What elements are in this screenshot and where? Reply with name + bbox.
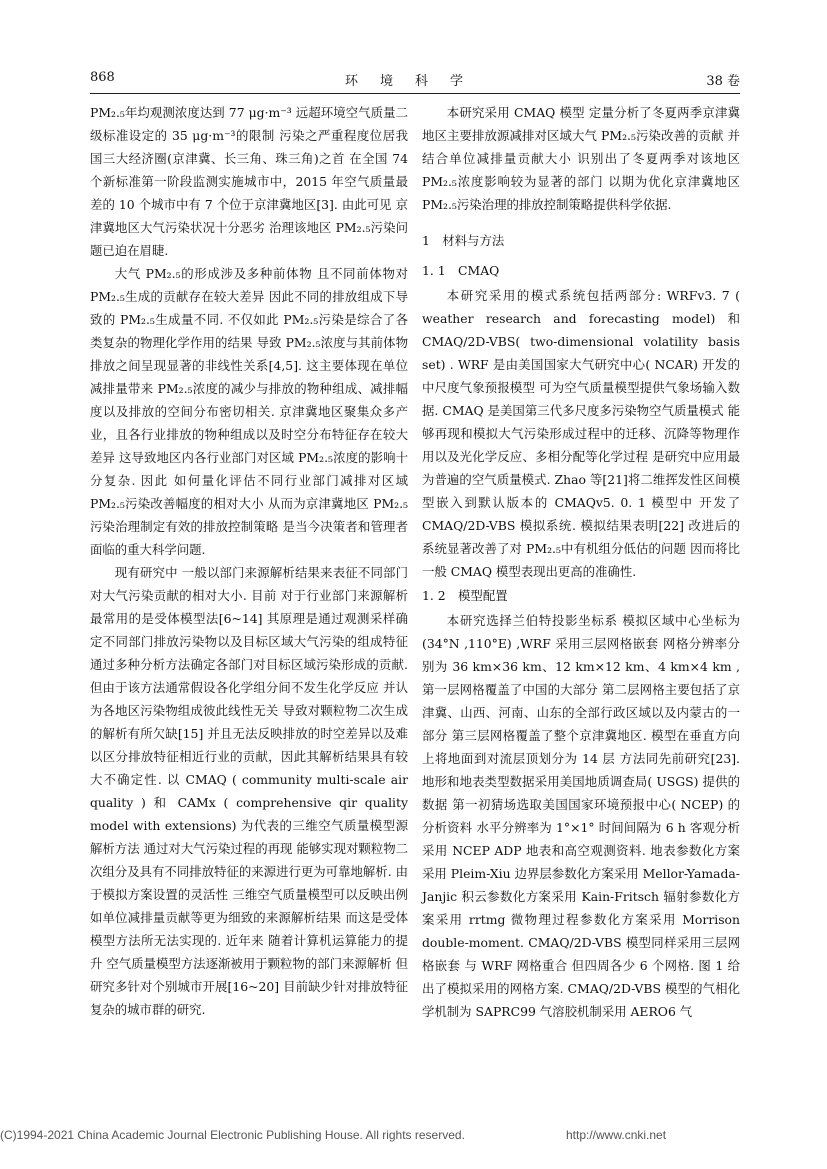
page-number: 868 [90,70,115,85]
section-heading: 1 材料与方法 [422,233,505,248]
footer-link[interactable]: http://www.cnki.net [566,1128,667,1142]
paragraph: 现有研究中 一般以部门来源解析结果来表征不同部门对大气污染贡献的相对大小. 目前 对于行业部门来源解析最常用的是受体模型法[6~14] 其原理是通过观测采样确定不同部门排放污染物以及目标区域大气污染的组成特征 通过多种分析方法确定各部门对目标区域污染形成的贡献. 但由于该方法通常假设各化学组分间不发生化学反应 并认为各地区污染物组成彼此线性无关 导致对颗粒物二次生成的解析有所欠缺[15] 并且无法反映排放的时空差异以及难以区分排放特征相近行业的贡献，因此其解析结果具有较大不确定性. 以 CMAQ ( community multi-scale air quality ) 和 CAMx ( comprehensive qir quality model with extensions) 为代表的三维空气质量模型源解析方法 通过对大气污染过程的再现 能够实现对颗粒物二次组分及具有不同排放特征的来源进行更为可靠地解析. 由于模拟方案设置的灵活性 三维空气质量模型可以反映出例如单位减排量贡献等更为细致的来源解析结果 而这是受体模型方法所无法实现的. 近年来 随着计算机运算能力的提升 空气质量模型方法逐渐被用于颗粒物的部门来源解析 但研究多针对个别城市开展[16~20] 目前缺少针对排放特征复杂的城市群的研究. [90,565,408,1017]
paragraph: PM₂.₅年均观测浓度达到 77 μg·m⁻³ 远超环境空气质量二级标准设定的 35 μg·m⁻³的限制 污染之严重程度位居我国三大经济圈(京津冀、长三角、珠三角)之首 在全国 74 个新标准第一阶段监测实施城市中，2015 年空气质量最差的 10 个城市中有 7 个位于京津冀地区[3]. 由此可见 京津冀地区大气污染状况十分恶劣 治理该地区 PM₂.₅污染问题已迫在眉睫. [90,105,408,258]
copyright-notice: (C)1994-2021 China Academic Journal Electronic Publishing House. All rights reserved. [0,1128,465,1142]
paragraph: 本研究选择兰伯特投影坐标系 模拟区域中心坐标为(34°N ,110°E) ,WRF 采用三层网格嵌套 网格分辨率分别为 36 km×36 km、12 km×12 km、4 km×4 km ,第一层网格覆盖了中国的大部分 第二层网格主要包括了京津冀、山西、河南、山东的全部行政区域以及内蒙古的一部分 第三层网格覆盖了整个京津冀地区. 模型在垂直方向上将地面到对流层顶划分为 14 层 方法同先前研究[23]. 地形和地表类型数据采用美国地质调查局( USGS) 提供的数据 第一初猜场选取美国国家环境预报中心( NCEP) 的分析资料 水平分辨率为 1°×1° 时间间隔为 6 h 客观分析采用 NCEP ADP 地表和高空观测资料. 地表参数化方案采用 Pleim-Xiu 边界层参数化方案采用 Mellor-Yamada-Janjic 积云参数化方案采用 Kain-Fritsch 辐射参数化方案采用 rrtmg 微物理过程参数化方案采用 Morrison double-moment. CMAQ/2D-VBS 模型同样采用三层网格嵌套 与 WRF 网格重合 但四周各少 6 个网格. 图 1 给出了模拟采用的网格方案. CMAQ/2D-VBS 模型的气相化学机制为 SAPRC99 气溶胶机制采用 AERO6 气 [422,613,740,1019]
paragraph: 本研究采用 CMAQ 模型 定量分析了冬夏两季京津冀地区主要排放源减排对区域大气 PM₂.₅污染改善的贡献 并结合单位减排量贡献大小 识别出了冬夏两季对该地区 PM₂.₅浓度影响较为显著的部门 以期为优化京津冀地区 PM₂.₅污染治理的排放控制策略提供科学依据. [422,105,740,212]
running-header [90,70,740,90]
paragraph: 本研究采用的模式系统包括两部分: WRFv3. 7 ( weather research and forecasting model) 和 CMAQ/2D-VBS( two-dimensional volatility basis set) . WRF 是由美国国家大气研究中心( NCAR) 开发的中尺度气象预报模型 可为空气质量模型提供气象场输入数据. CMAQ 是美国第三代多尺度多污染物空气质量模式 能够再现和模拟大气污染形成过程中的迁移、沉降等物理作用以及光化学反应、多相分配等化学过程 是研究中应用最为普遍的空气质量模式. Zhao 等[21]将二维挥发性区间模型嵌入到默认版本的 CMAQv5. 0. 1 模型中 开发了 CMAQ/2D-VBS 模拟系统. 模拟结果表明[22] 改进后的系统显著改善了对 PM₂.₅中有机组分低估的问题 因而将比一般 CMAQ 模型表现出更高的准确性. [422,288,740,579]
journal-title: 环境科学 [344,74,485,89]
subsection-heading: 1. 2 模型配置 [422,588,508,603]
right-column [422,101,740,1023]
header-rule [90,93,740,94]
left-column [90,101,408,1021]
paragraph: 大气 PM₂.₅的形成涉及多种前体物 且不同前体物对 PM₂.₅生成的贡献存在较大差异 因此不同的排放组成下导致的 PM₂.₅生成量不同. 不仅如此 PM₂.₅污染是综合了各类复杂的物理化学作用的结果 导致 PM₂.₅浓度与其前体物排放之间呈现显著的非线性关系[4,5]. 这主要体现在单位减排量带来 PM₂.₅浓度的减少与排放的物种组成、减排幅度以及排放的空间分布密切相关. 京津冀地区聚集众多产业，且各行业排放的物种组成以及时空分布特征存在较大差异 这导致地区内各行业部门对区域 PM₂.₅浓度的影响十分复杂. 因此 如何量化评估不同行业部门减排对区域 PM₂.₅污染改善幅度的相对大小 从而为京津冀地区 PM₂.₅污染治理制定有效的排放控制策略 是当今决策者和管理者面临的重大科学问题. [90,266,408,557]
subsection-heading: 1. 1 CMAQ [422,263,500,278]
volume-label: 38 卷 [706,74,740,89]
